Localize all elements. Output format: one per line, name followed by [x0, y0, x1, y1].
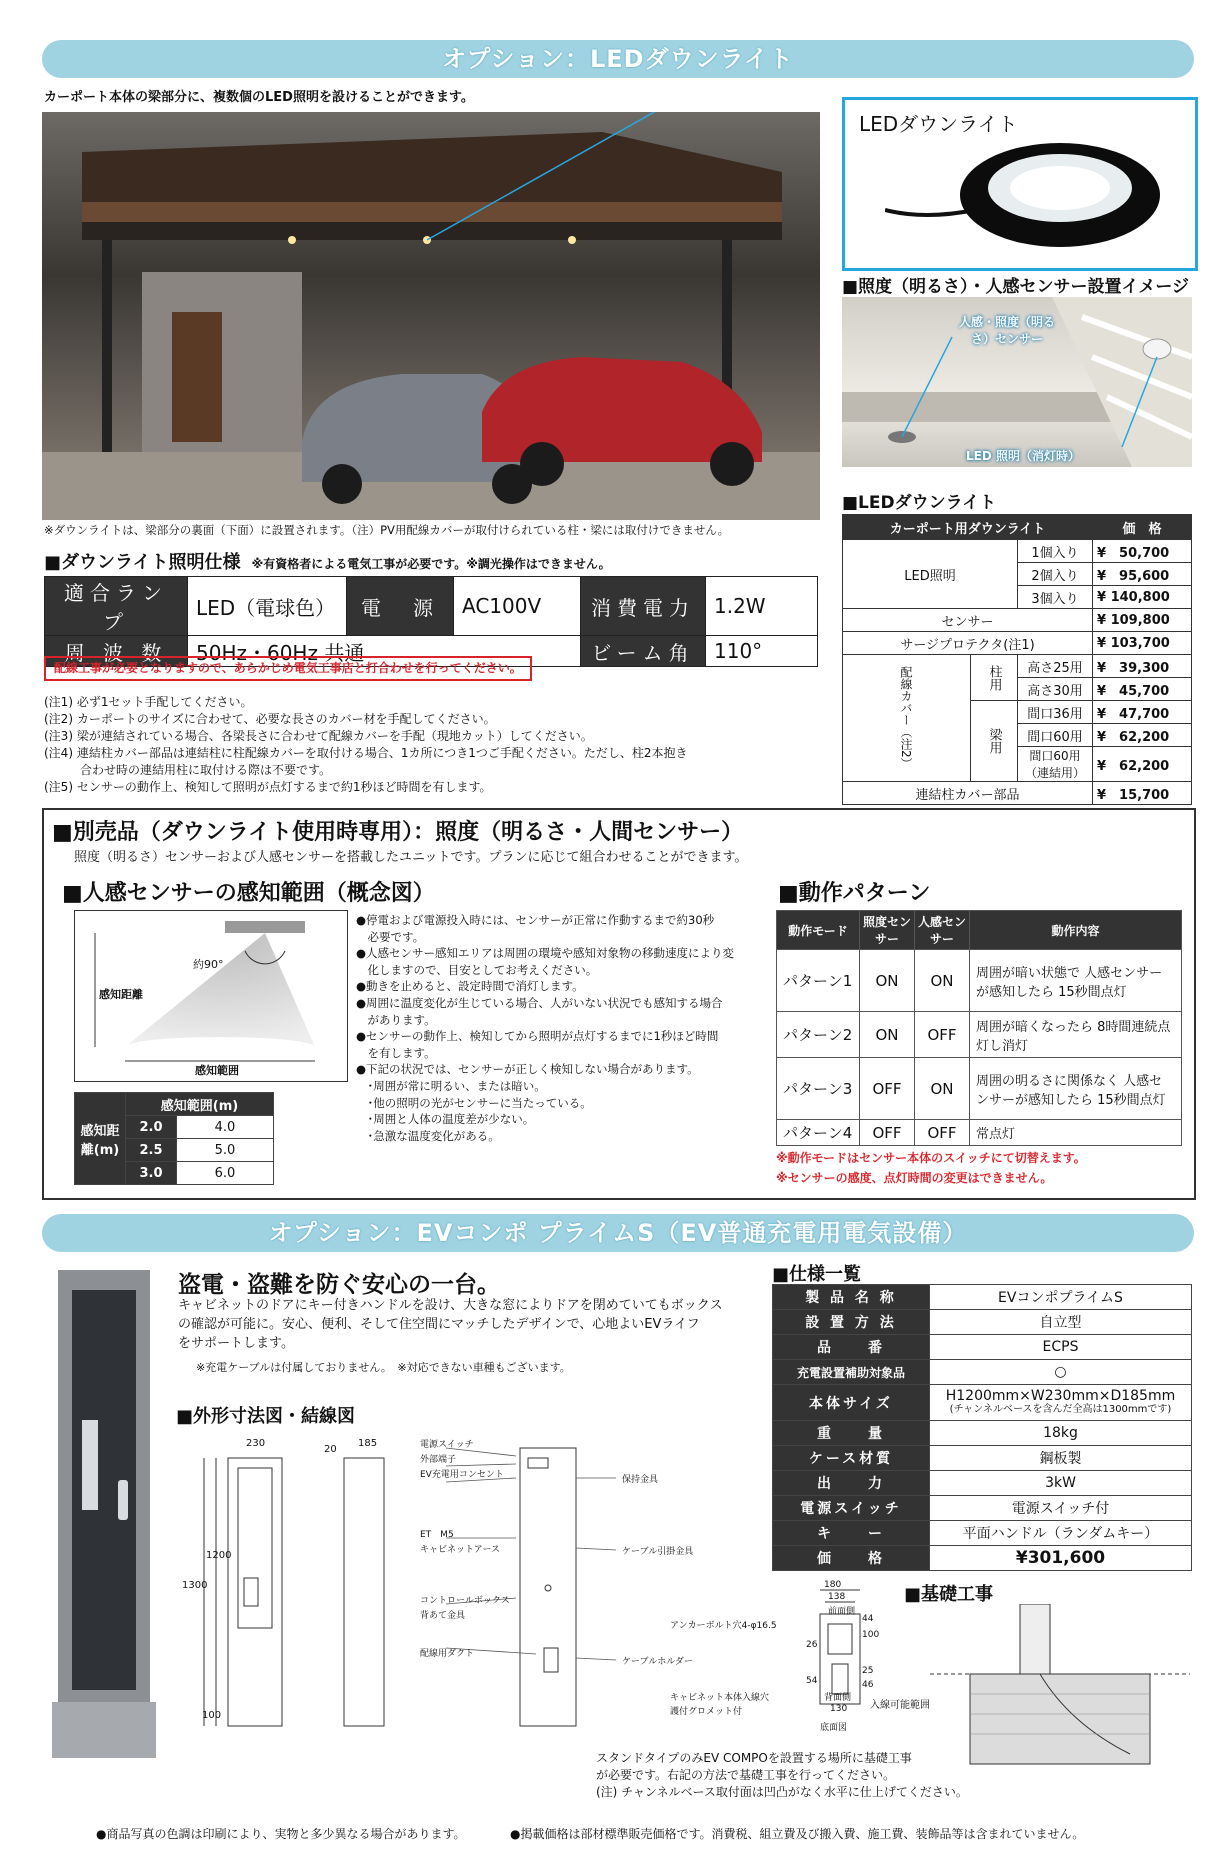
ev-spec-4-sub: (チャンネルベースを含んだ全高は1300mmです): [949, 1403, 1172, 1415]
sensor-range-table: [74, 1092, 274, 1185]
pattern-3-light: OFF: [860, 1058, 915, 1120]
price-joint: 連結柱カバー部品: [843, 782, 1093, 805]
ev-spec-3-key: 充電設置補助対象品: [773, 1360, 930, 1385]
spec-lamp-key: 適合ランプ: [45, 577, 188, 636]
note-1: (注1) 必ず1セット手配してください。: [44, 695, 253, 709]
base-label-inlet: キャビネット本体入線穴: [670, 1693, 770, 1703]
pattern-3-mode: パターン3: [777, 1058, 860, 1120]
ev-body-2: の確認が可能に。安心、便利、そして住空間にマッチしたデザインで、心地よいEVライフ: [178, 1317, 700, 1332]
price-m60: 間口60用: [1018, 724, 1093, 747]
price-head-price: 価 格: [1093, 515, 1192, 540]
ev-spec-2-key: 品 番: [773, 1335, 930, 1360]
wiring-labels-low: [420, 1594, 510, 1624]
ev-spec-1-value: 自立型: [930, 1310, 1192, 1335]
price-m60c: 間口60用（連結用）: [1018, 747, 1093, 782]
base-note-3: (注) チャンネルベース取付面は凹凸がなく水平に仕上げてください。: [596, 1785, 968, 1799]
led-downlight-icon: [885, 140, 1185, 260]
base-title: ■基礎工事: [904, 1584, 994, 1605]
price-m36-value: ¥ 47,700: [1093, 701, 1192, 724]
photo-note: ※ダウンライトは、梁部分の裏面（下面）に設置されます。（注）PV用配線カバーが取付けられている柱・梁には取付けできません。: [44, 523, 730, 537]
pattern-2-mode: パターン2: [777, 1012, 860, 1058]
ev-spec-1-key: 設 置 方 法: [773, 1310, 930, 1335]
pattern-head-motion: 人感センサー: [915, 911, 970, 950]
pattern-note-2: ※センサーの感度、点灯時間の変更はできません。: [776, 1171, 1053, 1185]
pattern-title: ■動作パターン: [778, 881, 931, 906]
base-note-1: スタンドタイプのみEV COMPOを設置する場所に基礎工事: [596, 1751, 912, 1765]
ev-spec-6-key: ケース材質: [773, 1446, 930, 1471]
ev-spec-10-value: ¥301,600: [930, 1546, 1192, 1571]
base-label-bottom: 底面図: [820, 1723, 848, 1733]
base-note-2: が必要です。右記の方法で基礎工事を行ってください。: [596, 1768, 896, 1782]
base-num-46: 46: [862, 1680, 874, 1690]
range-dist-1: 2.0: [126, 1116, 177, 1139]
wiring-label-4: キャビネットアース: [420, 1545, 501, 1555]
ev-spec-0-value: EVコンポプライムS: [930, 1285, 1192, 1310]
foundation-diagram: [930, 1604, 1190, 1774]
wiring-label-5: コントロールボックス: [420, 1596, 510, 1606]
bullet-0: ●停電および電源投入時には、センサーが正常に作動するまで約30秒: [356, 913, 715, 927]
base-num-180: 180: [824, 1580, 842, 1590]
spec-power-key: 電 源: [347, 577, 454, 636]
price-h30-value: ¥ 45,700: [1093, 678, 1192, 701]
sensor-install-photo: [842, 297, 1192, 467]
range-table-head: 感知範囲(m): [126, 1093, 274, 1116]
note-4b: 合わせ時の連結用柱に取付ける際は不要です。: [44, 763, 332, 777]
spec-note: ※有資格者による電気工事が必要です。※調光操作はできません。: [251, 557, 611, 571]
base-num-26: 26: [806, 1640, 818, 1650]
range-area-2: 5.0: [177, 1139, 274, 1162]
base-num-138: 138: [828, 1592, 846, 1602]
base-label-anchor: アンカーボルト穴4-φ16.5: [670, 1621, 777, 1631]
dim-w185: 185: [358, 1438, 378, 1449]
pattern-4-motion: OFF: [915, 1120, 970, 1146]
base-num-44: 44: [862, 1614, 874, 1624]
price-h25: 高さ25用: [1018, 655, 1093, 678]
bullet-8: を有します。: [356, 1045, 436, 1060]
ev-spec-9-key: キ ー: [773, 1521, 930, 1546]
downlight-spec-table: [44, 576, 818, 667]
led-price-table: [842, 514, 1192, 805]
ev-product-image: [52, 1270, 156, 1758]
ev-banner: オプション：EVコンポ プライムS（EV普通充電用電気設備）: [42, 1214, 1194, 1252]
ev-note: ※充電ケーブルは付属しておりません。 ※対応できない車種もございます。: [196, 1361, 571, 1374]
wiring-label-0: 電源スイッチ: [420, 1440, 474, 1450]
base-note: [596, 1750, 968, 1801]
base-label-back: 背面側: [824, 1693, 852, 1703]
spec-beam-key: ビーム角: [581, 636, 706, 667]
price-led3-value: ¥ 140,800: [1093, 586, 1192, 609]
cone-angle: 約90°: [193, 958, 224, 971]
bullet-11: ･他の照明の光がセンサーに当たっている。: [356, 1095, 592, 1110]
range-area-1: 4.0: [177, 1116, 274, 1139]
wiring-warning: 配線工事が必要となりますので、あらかじめ電気工事店と打合わせを行ってください。: [44, 656, 532, 681]
ev-headline: 盗電・盗難を防ぐ安心の一台。: [178, 1272, 500, 1298]
price-m60c-value: ¥ 62,200: [1093, 747, 1192, 782]
bullet-3: 化しますので、目安としてお考えください。: [356, 962, 598, 977]
spec-frequency-value: 50Hz・60Hz 共通: [188, 636, 581, 667]
price-pillar-group: 柱用: [971, 655, 1018, 701]
bullet-6: があります。: [356, 1012, 436, 1027]
ev-body-1: キャビネットのドアにキー付きハンドルを設け、大きな窓によりドアを閉めていてもボックス: [178, 1298, 723, 1313]
wiring-labels-left: [420, 1438, 504, 1483]
pattern-1-motion: ON: [915, 950, 970, 1012]
price-title: ■LEDダウンライト: [842, 493, 997, 513]
note-4: (注4) 連結柱カバー部品は連結柱に柱配線カバーを取付ける場合、1カ所につき1つご手配ください。ただし、柱2本抱き: [44, 746, 688, 760]
spec-consumption-key: 消費電力: [581, 577, 706, 636]
ev-spec-3-value: ○: [930, 1360, 1192, 1385]
dim-h1300: 1300: [182, 1580, 208, 1591]
sensor-image-title: ■照度（明るさ）・人感センサー設置イメージ: [842, 277, 1190, 297]
note-3: (注3) 梁が連結されている場合、各梁長さに合わせて配線カバーを手配（現地カット）してください。: [44, 729, 593, 743]
price-surge: サージプロテクタ(注1): [843, 632, 1093, 655]
price-led1: 1個入り: [1018, 540, 1093, 563]
ev-spec-10-key: 価 格: [773, 1546, 930, 1571]
ev-spec-0-key: 製 品 名 称: [773, 1285, 930, 1310]
led-notes: [44, 694, 824, 796]
base-num-100: 100: [862, 1630, 880, 1640]
pattern-4-mode: パターン4: [777, 1120, 860, 1146]
bullet-7: ●センサーの動作上、検知してから照明が点灯するまでに1秒ほど時間: [356, 1029, 719, 1044]
wiring-label-10: ケーブルホルダー: [622, 1657, 693, 1667]
bullet-4: ●動きを止めると、設定時間で消灯します。: [356, 979, 584, 994]
footer-left: ●商品写真の色調は印刷により、実物と多少異なる場合があります。: [96, 1827, 466, 1841]
dim-w230: 230: [246, 1438, 266, 1449]
spec-power-value: AC100V: [454, 577, 581, 636]
wiring-labels-mid: [420, 1528, 500, 1558]
pattern-note-1: ※動作モードはセンサー本体のスイッチにて切替えます。: [776, 1151, 1086, 1165]
price-sensor-value: ¥ 109,800: [1093, 609, 1192, 632]
ev-body-3: をサポートします。: [178, 1336, 294, 1351]
footer-right: ●掲載価格は部材標準販売価格です。消費税、組立費及び搬入費、施工費、装飾品等は含まれていません。: [510, 1827, 1085, 1841]
pattern-2-light: ON: [860, 1012, 915, 1058]
bullet-2: ●人感センサー感知エリアは周囲の環境や感知対象物の移動速度により変: [356, 946, 735, 961]
wiring-label-7: 配線用ダクト: [420, 1649, 475, 1659]
range-dist-2: 2.5: [126, 1139, 177, 1162]
pattern-table: [776, 910, 1182, 1146]
base-plan-diagram: [670, 1580, 880, 1733]
pattern-4-action: 常点灯: [970, 1120, 1182, 1146]
spec-header: [44, 548, 611, 574]
sensor-bullets: [356, 912, 768, 1144]
range-side-head: 感知距離(m): [75, 1093, 126, 1185]
ev-spec-9-value: 平面ハンドル（ランダムキー）: [930, 1521, 1192, 1546]
ev-spec-6-value: 鋼板製: [930, 1446, 1192, 1471]
wiring-label-8: 保持金具: [622, 1475, 659, 1485]
led-inset: [842, 97, 1198, 271]
led-inset-title: LEDダウンライト: [859, 112, 1018, 136]
price-led3: 3個入り: [1018, 586, 1093, 609]
carport-photo: [42, 112, 820, 520]
range-label: 感知範囲: [195, 1064, 239, 1077]
pattern-head-mode: 動作モード: [777, 911, 860, 950]
sensor-desc: 照度（明るさ）センサーおよび人感センサーを搭載したユニットです。プランに応じて組合わせることができます。: [74, 850, 748, 865]
spec-title: ■ダウンライト照明仕様: [44, 552, 241, 573]
price-h30: 高さ30用: [1018, 678, 1093, 701]
bullet-10: ･周囲が常に明るい、または暗い。: [356, 1078, 546, 1093]
led-intro: カーポート本体の梁部分に、複数個のLED照明を設けることができます。: [44, 90, 474, 105]
range-title: ■人感センサーの感知範囲（概念図）: [62, 881, 435, 906]
price-led2: 2個入り: [1018, 563, 1093, 586]
pattern-head-light: 照度センサー: [860, 911, 915, 950]
ev-body: [178, 1296, 723, 1353]
price-led1-value: ¥ 50,700: [1093, 540, 1192, 563]
wiring-label-9: ケーブル引掛金具: [622, 1547, 694, 1557]
range-area-3: 6.0: [177, 1162, 274, 1185]
pattern-3-motion: ON: [915, 1058, 970, 1120]
price-cover-group: 配線カバー（注2）: [843, 655, 971, 782]
range-dist-3: 3.0: [126, 1162, 177, 1185]
wiring-label-2: EV充電用コンセント: [420, 1470, 504, 1480]
wiring-label-3: ET M5: [420, 1530, 454, 1540]
ev-spec-table: [772, 1284, 1192, 1571]
bullet-12: ･周囲と人体の温度差が少ない。: [356, 1112, 535, 1127]
pattern-1-light: ON: [860, 950, 915, 1012]
price-led-group: LED照明: [843, 540, 1018, 609]
pattern-3-action: 周囲の明るさに関係なく 人感センサーが感知したら 15秒間点灯: [970, 1058, 1182, 1120]
dim-h1200: 1200: [206, 1550, 232, 1561]
bullet-9: ●下記の状況では、センサーが正しく検知しない場合があります。: [356, 1062, 699, 1077]
base-label-front: 前面側: [828, 1607, 856, 1617]
base-num-130: 130: [830, 1704, 848, 1714]
ev-spec-8-value: 電源スイッチ付: [930, 1496, 1192, 1521]
wiring-label-6: 背あて金具: [420, 1611, 466, 1621]
led-off-label: LED 照明（消灯時）: [966, 449, 1080, 463]
dist-label: 感知距離: [99, 988, 143, 1001]
spec-lamp-value: LED（電球色）: [188, 577, 347, 636]
sensor-label: 人感・照度（明るさ）センサー: [958, 315, 1055, 346]
bullet-1: 必要です。: [356, 929, 425, 944]
price-m36: 間口36用: [1018, 701, 1093, 724]
price-surge-value: ¥ 103,700: [1093, 632, 1192, 655]
pattern-2-motion: OFF: [915, 1012, 970, 1058]
pattern-1-mode: パターン1: [777, 950, 860, 1012]
spec-beam-value: 110°: [706, 636, 818, 667]
pattern-2-action: 周囲が暗くなったら 8時間連続点灯し消灯: [970, 1012, 1182, 1058]
ev-spec-7-key: 出 力: [773, 1471, 930, 1496]
pattern-head-action: 動作内容: [970, 911, 1182, 950]
ev-spec-4-key: 本体サイズ: [773, 1385, 930, 1421]
range-diagram: [74, 910, 348, 1082]
base-num-54: 54: [806, 1676, 818, 1686]
dim-title: ■外形寸法図・結線図: [176, 1406, 356, 1427]
note-5: (注5) センサーの動作上、検知して照明が点灯するまで約1秒ほど時間を有します。: [44, 780, 492, 794]
wiring-label-1: 外部端子: [420, 1455, 457, 1465]
price-head-item: カーポート用ダウンライト: [843, 515, 1093, 540]
pattern-1-action: 周囲が暗い状態で 人感センサーが感知したら 15秒間点灯: [970, 950, 1182, 1012]
spec-frequency-key: 周 波 数: [45, 636, 188, 667]
ev-spec-5-key: 重 量: [773, 1421, 930, 1446]
price-m60-value: ¥ 62,200: [1093, 724, 1192, 747]
pattern-4-light: OFF: [860, 1120, 915, 1146]
bullet-5: ●周囲に温度変化が生じている場合、人がいない状況でも感知する場合: [356, 995, 723, 1010]
dim-h100: 100: [202, 1710, 222, 1721]
ev-spec-4-value: H1200mm×W230mm×D185mm: [945, 1387, 1176, 1404]
led-banner: オプション：LEDダウンライト: [42, 40, 1194, 78]
price-sensor: センサー: [843, 609, 1093, 632]
ev-spec-7-value: 3kW: [930, 1471, 1192, 1496]
ev-cabinet-illustration: [52, 1270, 156, 1758]
ev-spec-8-key: 電源スイッチ: [773, 1496, 930, 1521]
price-beam-group: 梁用: [971, 701, 1018, 782]
sensor-title: ■別売品（ダウンライト使用時専用）：照度（明るさ・人間センサー）: [52, 820, 744, 845]
dim-w20: 20: [324, 1444, 337, 1455]
ev-spec-5-value: 18kg: [930, 1421, 1192, 1446]
price-led2-value: ¥ 95,600: [1093, 563, 1192, 586]
bullet-13: ･急激な温度変化がある。: [356, 1128, 500, 1143]
spec-consumption-value: 1.2W: [706, 577, 818, 636]
base-label-grommet: 護付グロメット付: [670, 1707, 743, 1717]
price-h25-value: ¥ 39,300: [1093, 655, 1192, 678]
ev-spec-title: ■仕様一覧: [772, 1264, 862, 1285]
note-2: (注2) カーポートのサイズに合わせて、必要な長さのカバー材を手配してください。: [44, 712, 496, 726]
foundation-section-svg: [930, 1604, 1190, 1774]
price-joint-value: ¥ 15,700: [1093, 782, 1192, 805]
base-num-25: 25: [862, 1666, 874, 1676]
ev-spec-2-value: ECPS: [930, 1335, 1192, 1360]
base-label-range-text: 入線可能範囲: [870, 1700, 930, 1711]
carport-illustration: [42, 112, 820, 520]
